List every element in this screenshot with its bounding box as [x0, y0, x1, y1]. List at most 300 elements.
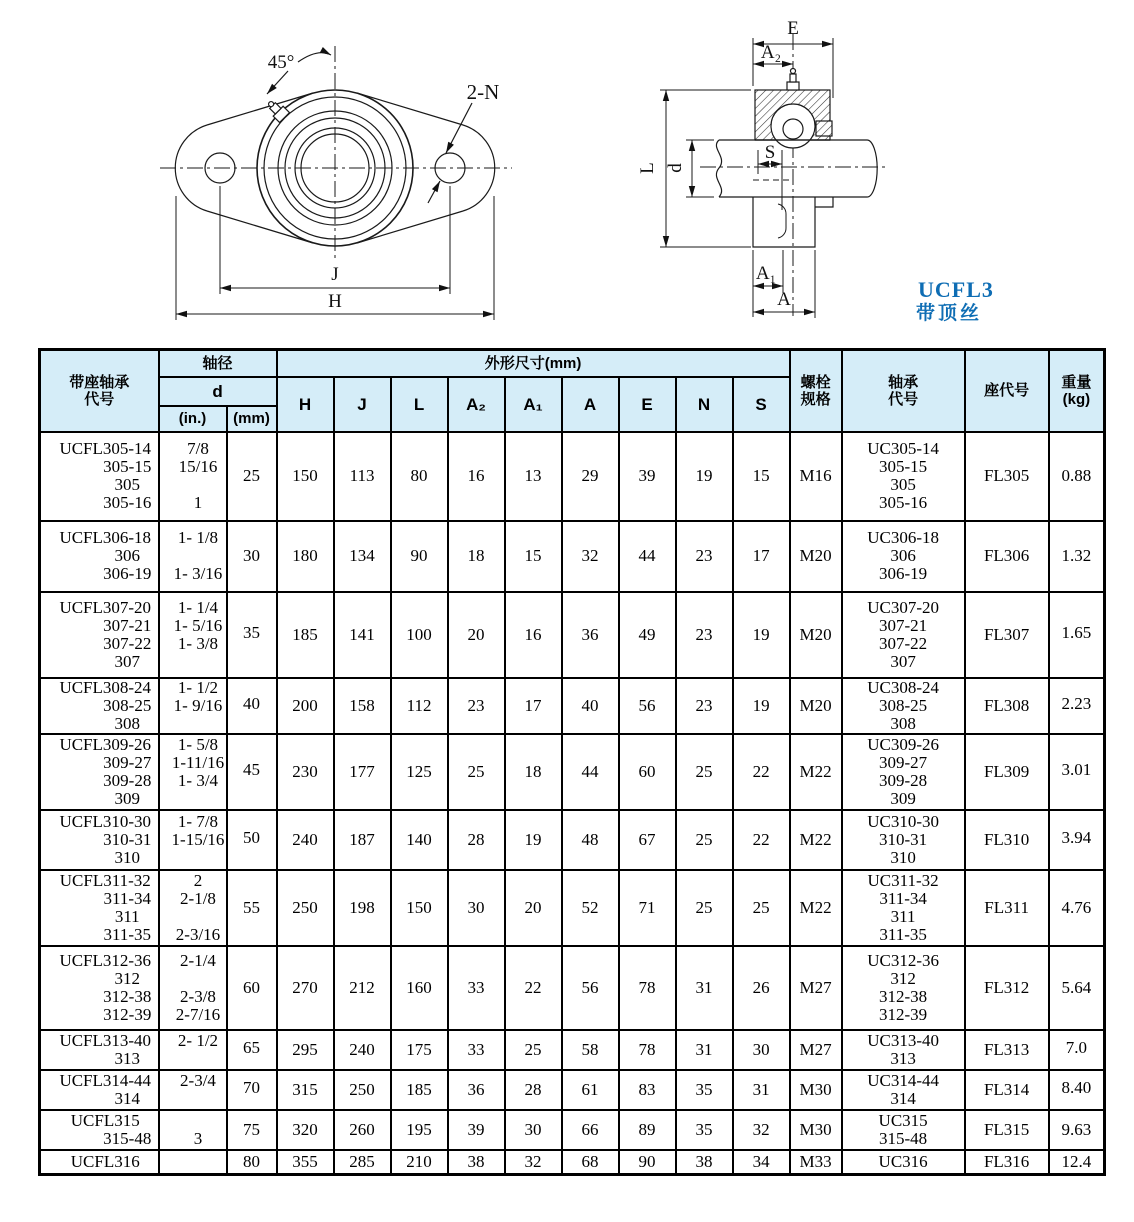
code-line: 311-35 — [879, 924, 927, 944]
cell-unit-code — [40, 521, 159, 592]
cell-e: 78 — [619, 1030, 676, 1070]
cell-d-inch — [159, 432, 227, 521]
cell-a: 56 — [562, 946, 619, 1030]
code-line: 306 — [114, 546, 140, 565]
cell-a: 48 — [562, 810, 619, 870]
table-row — [40, 521, 1105, 592]
cell-h: 200 — [277, 678, 334, 734]
cell-bolt: M30 — [790, 1110, 842, 1150]
cell-a1: 28 — [505, 1070, 562, 1110]
header-line: (kg) — [1062, 390, 1091, 408]
cell-a1: 15 — [505, 521, 562, 592]
cell-unit-code — [40, 432, 159, 521]
dim-j-label: J — [331, 264, 339, 285]
cell-unit-code — [40, 870, 159, 946]
cell-n: 31 — [676, 1030, 733, 1070]
cell-housing-code: FL310 — [965, 810, 1049, 870]
cell-bolt: M27 — [790, 946, 842, 1030]
header-line: 轴承 — [888, 373, 919, 391]
cell-bearing-code — [842, 592, 965, 678]
header-dim-N: N — [676, 377, 733, 432]
code-line: 310-31 — [103, 829, 152, 849]
cell-d-inch — [159, 592, 227, 678]
cell-l: 112 — [391, 678, 448, 734]
cell-a2: 38 — [448, 1150, 505, 1175]
header-line: 重量 — [1061, 373, 1092, 391]
code-line: UCFL315 — [70, 1110, 140, 1130]
code-line — [160, 1090, 226, 1108]
code-line: 314 — [114, 1088, 140, 1108]
series-title: UCFL3 — [918, 277, 994, 302]
cell-d-inch — [159, 946, 227, 1030]
cell-s: 22 — [733, 734, 790, 810]
cell-bolt: M20 — [790, 592, 842, 678]
cell-n: 25 — [676, 734, 733, 810]
cell-weight: 3.01 — [1049, 734, 1105, 810]
cell-h: 355 — [277, 1150, 334, 1175]
dim-a2-label: A₂ — [760, 42, 782, 63]
cell-d-mm: 30 — [227, 521, 277, 592]
cell-n: 35 — [676, 1110, 733, 1150]
code-line: UCFL313-40 — [59, 1030, 152, 1050]
cell-a: 36 — [562, 592, 619, 678]
code-line: 306-19 — [879, 564, 928, 583]
table-row — [40, 1150, 1105, 1175]
code-line: 1- 3/16 — [173, 564, 223, 583]
cell-bearing-code — [842, 521, 965, 592]
cell-a: 61 — [562, 1070, 619, 1110]
code-line: 15/16 — [178, 457, 218, 476]
cell-e: 56 — [619, 678, 676, 734]
cell-unit-code — [40, 592, 159, 678]
bearing-ball — [783, 119, 803, 139]
cell-a1: 18 — [505, 734, 562, 810]
code-line: 1- 5/16 — [173, 615, 223, 635]
cell-j: 177 — [334, 734, 391, 810]
dim-e-label: E — [787, 18, 799, 39]
cell-a2: 16 — [448, 432, 505, 521]
code-line: 2-3/16 — [175, 924, 221, 944]
header-dim-L: L — [391, 377, 448, 432]
header-unit-code — [40, 350, 159, 432]
cell-housing-code: FL305 — [965, 432, 1049, 521]
code-line: 312-39 — [103, 1004, 152, 1024]
cell-l: 80 — [391, 432, 448, 521]
cell-n: 25 — [676, 870, 733, 946]
cell-h: 180 — [277, 521, 334, 592]
code-line: 2- 1/2 — [177, 1030, 219, 1050]
code-line: UCFL314-44 — [59, 1070, 152, 1090]
code-line: 314 — [890, 1088, 916, 1108]
cell-l: 100 — [391, 592, 448, 678]
code-line: 1- 9/16 — [173, 695, 223, 715]
code-line: 311-35 — [103, 924, 152, 944]
cell-weight: 1.32 — [1049, 521, 1105, 592]
code-line: UCFL312-36 — [59, 950, 152, 970]
dim-d-label: d — [665, 163, 686, 173]
cell-d-mm: 35 — [227, 592, 277, 678]
cell-d-mm: 40 — [227, 678, 277, 734]
cell-j: 250 — [334, 1070, 391, 1110]
header-shaft-diameter: 轴径 — [159, 350, 277, 377]
cell-d-inch — [159, 810, 227, 870]
code-line: UC313-40 — [867, 1030, 939, 1050]
cell-n: 31 — [676, 946, 733, 1030]
code-line: 305 — [114, 475, 140, 494]
code-line: 3 — [193, 1128, 203, 1148]
cell-n: 25 — [676, 810, 733, 870]
cell-bearing-code — [842, 1150, 965, 1175]
cell-h: 150 — [277, 432, 334, 521]
code-line: UC309-26 — [867, 734, 939, 754]
cell-a1: 19 — [505, 810, 562, 870]
code-line: 307 — [890, 651, 916, 671]
cell-h: 320 — [277, 1110, 334, 1150]
cell-a1: 22 — [505, 946, 562, 1030]
hole-leader-upper — [446, 103, 472, 153]
section-view — [637, 18, 888, 318]
angle-straight-leader — [267, 71, 288, 94]
code-line — [160, 653, 226, 671]
cell-housing-code: FL314 — [965, 1070, 1049, 1110]
cell-a2: 33 — [448, 946, 505, 1030]
cell-housing-code: FL306 — [965, 521, 1049, 592]
code-line: 312-39 — [879, 1004, 928, 1024]
code-line: 2-1/8 — [180, 888, 216, 908]
code-line: 307-21 — [103, 615, 152, 635]
cell-d-inch — [159, 734, 227, 810]
dim-a-label: A — [777, 289, 791, 310]
cell-a2: 33 — [448, 1030, 505, 1070]
code-line — [160, 1050, 226, 1068]
cell-bolt: M33 — [790, 1150, 842, 1175]
cell-j: 158 — [334, 678, 391, 734]
code-line: 308 — [890, 713, 916, 733]
cell-d-inch — [159, 870, 227, 946]
cell-l: 90 — [391, 521, 448, 592]
code-line — [160, 849, 226, 867]
header-weight — [1049, 350, 1105, 432]
code-line: 2-3/4 — [180, 1070, 216, 1090]
header-d: d — [159, 377, 277, 406]
cell-j: 134 — [334, 521, 391, 592]
code-line: 7/8 — [187, 439, 209, 458]
cell-weight: 0.88 — [1049, 432, 1105, 521]
code-line: 312-38 — [103, 986, 152, 1006]
cell-unit-code — [40, 1150, 159, 1175]
code-line: UC306-18 — [867, 528, 939, 547]
header-housing-code: 座代号 — [965, 350, 1049, 432]
cell-j: 113 — [334, 432, 391, 521]
cell-bearing-code — [842, 810, 965, 870]
code-line: 2-1/4 — [180, 950, 216, 970]
code-line: UC316 — [878, 1151, 928, 1171]
cell-a: 44 — [562, 734, 619, 810]
code-line: 309-27 — [103, 752, 152, 772]
table-row — [40, 1030, 1105, 1070]
cell-d-mm: 70 — [227, 1070, 277, 1110]
cell-a: 68 — [562, 1150, 619, 1175]
cell-housing-code: FL309 — [965, 734, 1049, 810]
code-line: 315-48 — [879, 1128, 928, 1148]
table-row — [40, 678, 1105, 734]
cell-d-mm: 75 — [227, 1110, 277, 1150]
cell-a: 58 — [562, 1030, 619, 1070]
cell-unit-code — [40, 678, 159, 734]
header-dimensions-group: 外形尺寸(mm) — [277, 350, 790, 377]
cell-a: 29 — [562, 432, 619, 521]
cell-bearing-code — [842, 1030, 965, 1070]
code-line: 306 — [890, 546, 916, 565]
header-dim-J: J — [334, 377, 391, 432]
cell-n: 23 — [676, 592, 733, 678]
code-line: 310 — [114, 847, 140, 867]
code-line — [160, 1153, 226, 1171]
code-line: 307-22 — [103, 633, 152, 653]
cell-d-mm: 50 — [227, 810, 277, 870]
lower-housing-step — [815, 197, 833, 207]
code-line: 1- 1/2 — [177, 677, 219, 697]
cell-housing-code: FL315 — [965, 1110, 1049, 1150]
code-line: 309-27 — [879, 752, 928, 772]
cell-n: 23 — [676, 678, 733, 734]
cell-bolt: M30 — [790, 1070, 842, 1110]
cell-j: 260 — [334, 1110, 391, 1150]
code-line: 311 — [114, 906, 140, 926]
code-line: UCFL308-24 — [59, 677, 152, 697]
cell-housing-code: FL312 — [965, 946, 1049, 1030]
cell-s: 26 — [733, 946, 790, 1030]
cell-n: 23 — [676, 521, 733, 592]
code-line: 305-16 — [879, 493, 928, 512]
cell-d-inch — [159, 521, 227, 592]
shaft-break-left — [716, 140, 721, 197]
hole-leader-lower — [428, 181, 440, 203]
code-line: 310 — [890, 847, 916, 867]
cell-bearing-code — [842, 946, 965, 1030]
cell-e: 89 — [619, 1110, 676, 1150]
front-view — [160, 46, 512, 320]
cell-weight: 4.76 — [1049, 870, 1105, 946]
cell-unit-code — [40, 1030, 159, 1070]
cell-a1: 25 — [505, 1030, 562, 1070]
cell-unit-code — [40, 946, 159, 1030]
cell-e: 44 — [619, 521, 676, 592]
grease-nipple — [787, 69, 799, 91]
cell-d-inch — [159, 1070, 227, 1110]
cell-bolt: M27 — [790, 1030, 842, 1070]
header-line: 代号 — [888, 390, 919, 408]
cell-h: 185 — [277, 592, 334, 678]
cell-bolt: M22 — [790, 870, 842, 946]
code-line: 1- 5/8 — [177, 734, 219, 754]
cell-e: 90 — [619, 1150, 676, 1175]
cell-j: 198 — [334, 870, 391, 946]
header-line: 规格 — [800, 390, 831, 408]
cell-l: 150 — [391, 870, 448, 946]
cell-s: 25 — [733, 870, 790, 946]
cell-h: 230 — [277, 734, 334, 810]
cell-a: 40 — [562, 678, 619, 734]
table-row — [40, 946, 1105, 1030]
code-line: UC307-20 — [867, 597, 939, 617]
table-row — [40, 432, 1105, 521]
cell-j: 212 — [334, 946, 391, 1030]
header-dim-H: H — [277, 377, 334, 432]
cell-e: 71 — [619, 870, 676, 946]
cell-a1: 30 — [505, 1110, 562, 1150]
code-line: 2-3/8 — [180, 986, 216, 1006]
cell-s: 30 — [733, 1030, 790, 1070]
table-row — [40, 810, 1105, 870]
lower-housing-outline — [753, 197, 815, 247]
cell-weight: 5.64 — [1049, 946, 1105, 1030]
cell-e: 78 — [619, 946, 676, 1030]
code-line: 308 — [114, 713, 140, 733]
cell-bolt: M22 — [790, 810, 842, 870]
header-dim-E: E — [619, 377, 676, 432]
cell-s: 32 — [733, 1110, 790, 1150]
code-line: 308-25 — [879, 695, 928, 715]
header-d-inch: (in.) — [159, 406, 227, 432]
cell-bearing-code — [842, 678, 965, 734]
cell-e: 60 — [619, 734, 676, 810]
code-line: UC312-36 — [867, 950, 939, 970]
code-line — [160, 476, 226, 494]
code-line: UCFL311-32 — [59, 870, 151, 890]
cell-s: 22 — [733, 810, 790, 870]
code-line: 2 — [193, 870, 203, 890]
cell-unit-code — [40, 1110, 159, 1150]
code-line: UCFL306-18 — [59, 528, 152, 547]
cell-n: 35 — [676, 1070, 733, 1110]
cell-d-mm: 60 — [227, 946, 277, 1030]
cell-s: 19 — [733, 592, 790, 678]
cell-a2: 28 — [448, 810, 505, 870]
dim-a1-label: A₁ — [755, 263, 777, 284]
code-line: UC305-14 — [867, 439, 939, 458]
cell-h: 315 — [277, 1070, 334, 1110]
cell-unit-code — [40, 734, 159, 810]
cell-s: 19 — [733, 678, 790, 734]
code-line: UC308-24 — [867, 677, 939, 697]
cell-bearing-code — [842, 734, 965, 810]
cell-housing-code: FL308 — [965, 678, 1049, 734]
cell-a2: 30 — [448, 870, 505, 946]
cell-a: 66 — [562, 1110, 619, 1150]
code-line — [160, 715, 226, 733]
cell-a1: 17 — [505, 678, 562, 734]
shaft-break-right — [867, 140, 877, 197]
cell-bolt: M22 — [790, 734, 842, 810]
cell-a2: 39 — [448, 1110, 505, 1150]
dim-l-label: L — [637, 162, 658, 174]
table-row — [40, 1110, 1105, 1150]
cell-d-inch — [159, 1110, 227, 1150]
code-line: UCFL316 — [70, 1151, 140, 1171]
code-line: 305-15 — [879, 457, 928, 476]
code-line: UC315 — [878, 1110, 928, 1130]
code-line — [160, 908, 226, 926]
cell-a1: 16 — [505, 592, 562, 678]
cell-l: 210 — [391, 1150, 448, 1175]
header-dim-A2: A₂ — [448, 377, 505, 432]
code-line: 1 — [193, 493, 203, 512]
cell-housing-code: FL313 — [965, 1030, 1049, 1070]
code-line: 1- 3/4 — [177, 770, 219, 790]
code-line: 309-28 — [103, 770, 152, 790]
cell-a: 52 — [562, 870, 619, 946]
code-line: 312-38 — [879, 986, 928, 1006]
code-line: 1-11/16 — [171, 752, 225, 772]
angle-arc-leader — [298, 53, 331, 62]
cell-l: 140 — [391, 810, 448, 870]
cell-d-mm: 25 — [227, 432, 277, 521]
cell-bearing-code — [842, 1110, 965, 1150]
cell-s: 17 — [733, 521, 790, 592]
header-bolt-spec — [790, 350, 842, 432]
code-line: 1- 7/8 — [177, 811, 219, 831]
code-line: 305-15 — [103, 457, 152, 476]
set-screw — [816, 121, 832, 136]
cell-housing-code: FL316 — [965, 1150, 1049, 1175]
code-line: 306-19 — [103, 564, 152, 583]
cell-s: 34 — [733, 1150, 790, 1175]
cell-d-mm: 80 — [227, 1150, 277, 1175]
code-line: UCFL310-30 — [59, 811, 152, 831]
cell-n: 19 — [676, 432, 733, 521]
dim-s-label: S — [764, 142, 776, 163]
cell-d-mm: 55 — [227, 870, 277, 946]
code-line: 1- 1/4 — [177, 597, 219, 617]
cell-a2: 25 — [448, 734, 505, 810]
cell-bearing-code — [842, 870, 965, 946]
code-line: 305-16 — [103, 493, 152, 512]
code-line: 309 — [114, 788, 140, 808]
cell-weight: 3.94 — [1049, 810, 1105, 870]
technical-drawings — [0, 0, 1134, 348]
code-line: 2-7/16 — [175, 1004, 221, 1024]
header-dim-S: S — [733, 377, 790, 432]
cell-j: 240 — [334, 1030, 391, 1070]
cell-e: 67 — [619, 810, 676, 870]
spec-table — [38, 348, 1106, 1176]
code-line: UCFL307-20 — [59, 597, 152, 617]
cell-e: 83 — [619, 1070, 676, 1110]
code-line: UC310-30 — [867, 811, 939, 831]
angle-label: 45° — [267, 52, 295, 73]
code-line: UC314-44 — [867, 1070, 939, 1090]
code-line: 1-15/16 — [171, 829, 225, 849]
header-line: 带座轴承 — [69, 373, 130, 391]
code-line: 312 — [114, 968, 140, 988]
cell-h: 270 — [277, 946, 334, 1030]
cell-l: 175 — [391, 1030, 448, 1070]
cell-h: 240 — [277, 810, 334, 870]
cell-weight: 8.40 — [1049, 1070, 1105, 1110]
cell-d-inch — [159, 678, 227, 734]
cell-j: 285 — [334, 1150, 391, 1175]
cell-unit-code — [40, 810, 159, 870]
cell-bolt: M16 — [790, 432, 842, 521]
cell-a: 32 — [562, 521, 619, 592]
header-line: 代号 — [84, 390, 115, 408]
code-line — [160, 970, 226, 988]
cell-l: 125 — [391, 734, 448, 810]
cell-bearing-code — [842, 1070, 965, 1110]
table-row — [40, 734, 1105, 810]
code-line: 313 — [890, 1048, 916, 1068]
